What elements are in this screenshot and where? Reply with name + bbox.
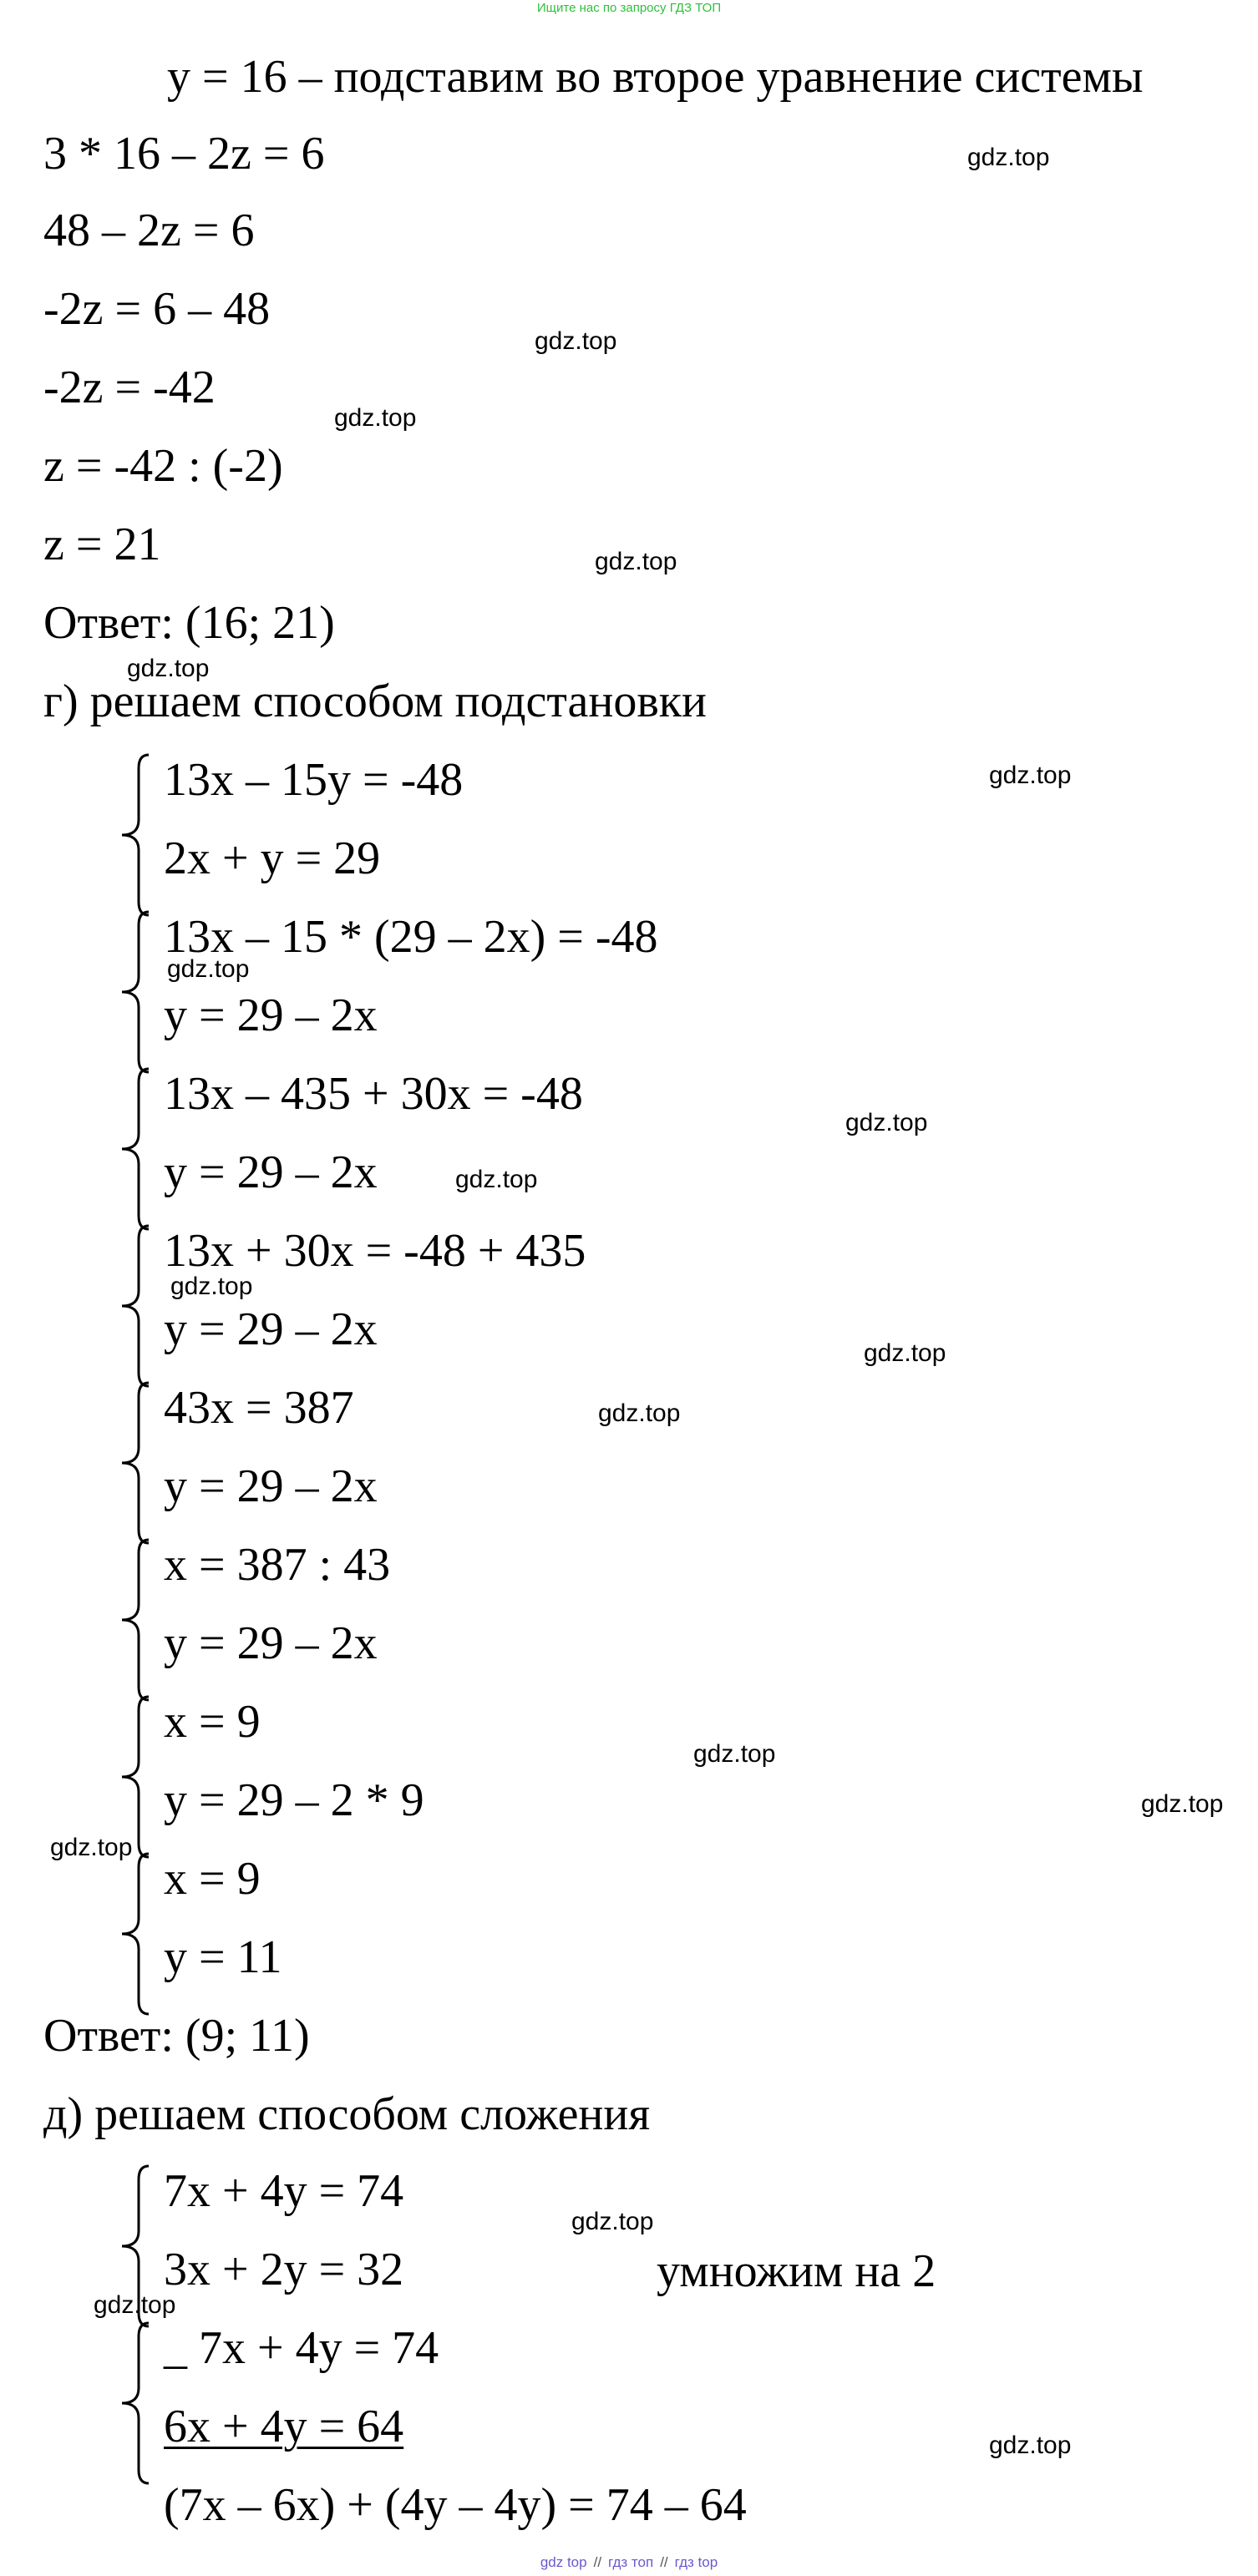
system-equation: 7x + 4y = 74: [164, 2165, 404, 2217]
brace-icon: [117, 752, 150, 919]
watermark: gdz.top: [989, 762, 1072, 789]
system-equation: y = 29 – 2x: [164, 1460, 378, 1512]
watermark: gdz.top: [864, 1339, 946, 1367]
solution-line: -2z = -42: [43, 362, 216, 413]
brace-icon: [117, 1850, 150, 2017]
brace-icon: [117, 908, 150, 1075]
answer-line: Ответ: (9; 11): [43, 2010, 310, 2062]
system-equation: 3x + 2y = 32: [164, 2244, 404, 2295]
watermark: gdz.top: [170, 1273, 253, 1300]
section-heading: д) решаем способом сложения: [43, 2088, 651, 2140]
system-equation: y = 29 – 2x: [164, 1617, 378, 1669]
watermark: gdz.top: [967, 144, 1050, 171]
solution-line: (7x – 6x) + (4y – 4y) = 74 – 64: [164, 2479, 747, 2531]
solution-line: -2z = 6 – 48: [43, 283, 271, 335]
system-equation: 13x + 30x = -48 + 435: [164, 1225, 586, 1277]
watermark: gdz.top: [1141, 1790, 1224, 1818]
system-equation: y = 29 – 2x: [164, 989, 378, 1041]
watermark: gdz.top: [571, 2208, 654, 2235]
system-equation: y = 29 – 2x: [164, 1303, 378, 1355]
brace-icon: [117, 1065, 150, 1232]
system-equation: 13x – 15 * (29 – 2x) = -48: [164, 911, 658, 963]
brace-icon: [117, 1222, 150, 1389]
brace-icon: [117, 2320, 150, 2487]
system-equation: x = 9: [164, 1696, 261, 1748]
watermark: gdz.top: [334, 404, 417, 432]
multiply-note: умножим на 2: [657, 2245, 936, 2297]
watermark: gdz.top: [167, 955, 250, 983]
solution-line: 3 * 16 – 2z = 6: [43, 128, 325, 180]
bottom-banner: gdz top // гдз топ // гдз top: [540, 2554, 718, 2570]
watermark: gdz.top: [598, 1399, 681, 1427]
watermark: gdz.top: [989, 2432, 1072, 2459]
system-equation: y = 29 – 2 * 9: [164, 1774, 424, 1826]
system-equation: 13x – 435 + 30x = -48: [164, 1068, 583, 1120]
watermark: gdz.top: [693, 1740, 776, 1768]
system-equation: _ 7x + 4y = 74: [164, 2322, 439, 2374]
watermark: gdz.top: [535, 327, 617, 355]
bottom-banner-text: gdz top: [540, 2554, 587, 2570]
watermark: gdz.top: [595, 548, 677, 575]
section-heading: г) решаем способом подстановки: [43, 676, 707, 727]
bottom-banner-text: гдз top: [674, 2554, 718, 2570]
top-banner: Ищите нас по запросу ГДЗ ТОП: [536, 1, 722, 15]
system-equation: x = 9: [164, 1853, 261, 1905]
watermark: gdz.top: [127, 655, 210, 682]
solution-line: z = -42 : (-2): [43, 440, 283, 492]
system-equation: x = 387 : 43: [164, 1539, 391, 1591]
watermark: gdz.top: [455, 1166, 538, 1193]
solution-line: y = 16 – подставим во второе уравнение системы: [167, 51, 1144, 103]
system-equation: 6x + 4y = 64: [164, 2401, 404, 2452]
watermark: gdz.top: [845, 1109, 928, 1136]
system-equation: 43x = 387: [164, 1382, 354, 1434]
brace-icon: [117, 1379, 150, 1546]
watermark: gdz.top: [94, 2291, 176, 2319]
system-equation: 2x + y = 29: [164, 833, 381, 884]
watermark: gdz.top: [50, 1834, 133, 1861]
system-equation: y = 29 – 2x: [164, 1146, 378, 1198]
solution-line: z = 21: [43, 519, 161, 570]
system-equation: 13x – 15y = -48: [164, 754, 464, 806]
answer-line: Ответ: (16; 21): [43, 597, 335, 649]
solution-line: 48 – 2z = 6: [43, 205, 255, 256]
brace-icon: [117, 1536, 150, 1703]
system-equation: y = 11: [164, 1931, 282, 1983]
bottom-banner-text: гдз топ: [608, 2554, 654, 2570]
